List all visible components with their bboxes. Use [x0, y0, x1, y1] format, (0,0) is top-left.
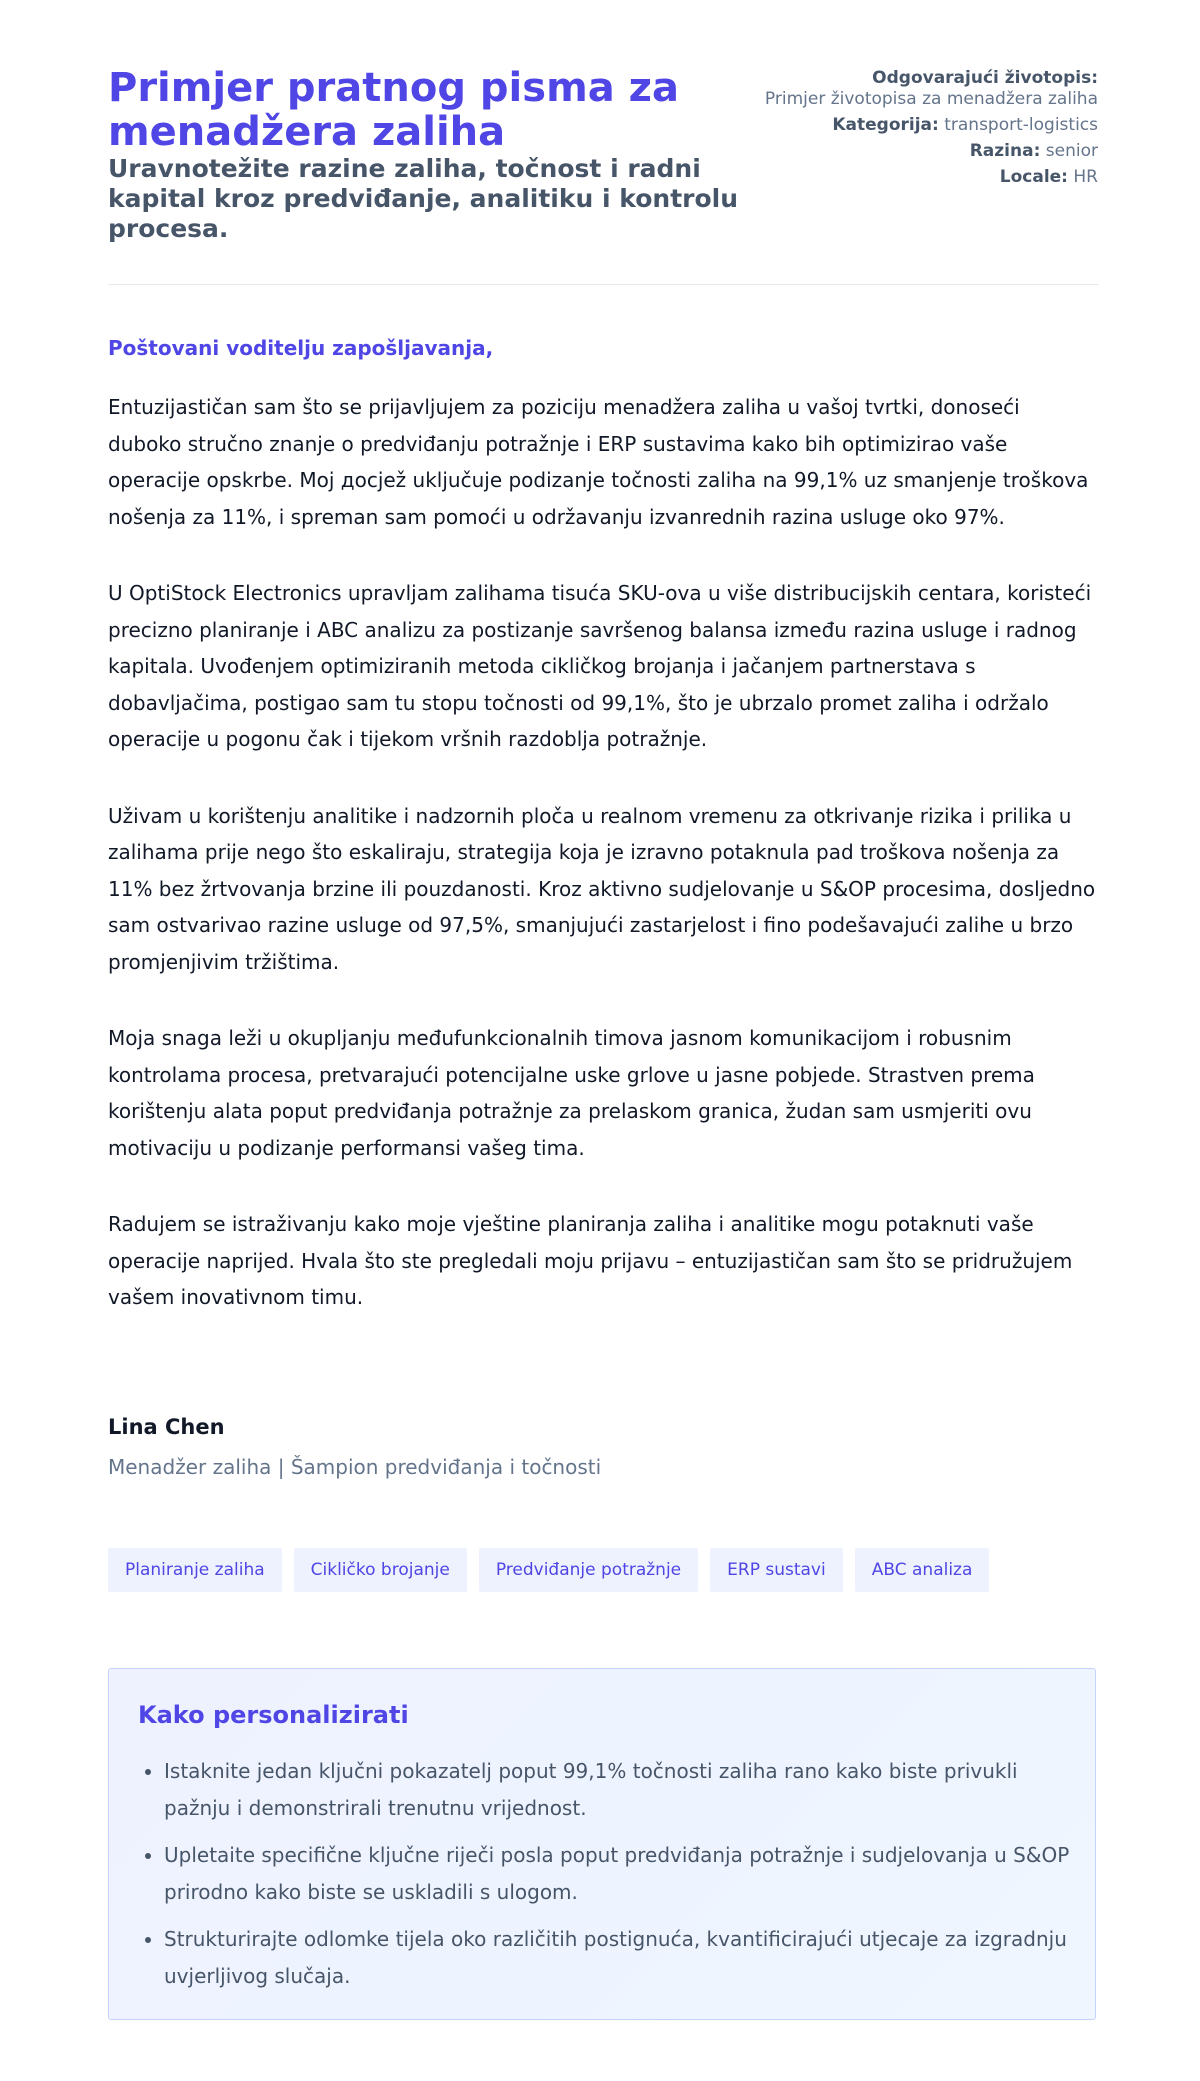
header-divider — [108, 284, 1098, 285]
signature-block — [108, 1415, 601, 1479]
tip-item: • Strukturirajte odlomke tijela oko različitih postignuća, kvantificirajući utjecaje za izgradnju uvjerljivog slučaja. — [164, 1921, 1084, 1994]
letter-paragraph: Entuzijastičan sam što se prijavljujem za poziciju menadžera zaliha u vašoj tvrtki, donoseći duboko stručno znanje o predviđanju potražnje i ERP sustavima kako bih optimizirao vaše operacije opskrbe. Moj досjež uključuje podizanje točnosti zaliha na 99,1% uz smanjenje troškova nošenja za 11%, i spreman sam pomoći u održavanju izvanrednih razina usluge oko 97%. — [108, 395, 1089, 529]
meta-locale-row — [738, 167, 1098, 187]
signature-title: Menadžer zaliha | Šampion predviđanja i točnosti — [108, 1455, 602, 1479]
tips-title: Kako personalizirati — [138, 1701, 409, 1729]
skill-tag: Cikličko brojanje — [294, 1548, 467, 1592]
meta-category-value: transport-logistics — [944, 115, 1098, 135]
skill-tag: Planiranje zaliha — [108, 1548, 282, 1592]
page-title: Primjer pratnog pisma za menadžera zaliha — [108, 65, 679, 155]
meta-panel — [738, 68, 1098, 188]
tip-item: • Upletaite specifične ključne riječi posla poput predviđanja potražnje i sudjelovanja u S&OP prirodno kako biste se uskladili s ulogom. — [164, 1837, 1084, 1910]
letter-paragraph: Uživam u korištenju analitike i nadzornih ploča u realnom vremenu za otkrivanje rizika i prilika u zalihama prije nego što eskaliraju, strategija koja je izravno potaknula pad troškova nošenja za 11% bez žrtvovanja brzine ili pouzdanosti. Kroz aktivno sudjelovanje u S&OP procesima, dosljedno sam ostvarivao razine usluge od 97,5%, smanjujući zastarjelost i fino podešavajući zalihe u brzo promjenjivim tržištima. — [108, 803, 1096, 974]
skill-tag: ERP sustavi — [710, 1548, 843, 1592]
letter-paragraph: Moja snaga leži u okupljanju međufunkcionalnih timova jasnom komunikacijom i robusnim kontrolama procesa, pretvarajući potencijalne uske grlove u jasne pobjede. Strastven prema korištenju alata poput predviđanja potražnje za prelaskom granica, žudan sam usmjeriti ovu motivaciju u podizanje performansi vašeg tima. — [108, 1026, 1035, 1160]
letter-paragraph: Radujem se istraživanju kako moje vještine planiranja zaliha i analitike mogu potaknuti vaše operacije naprijed. Hvala što ste pregledali moju prijavu – entuzijastičan sam što se pridružujem vašem inovativnom timu. — [108, 1212, 1073, 1309]
meta-resume-link[interactable]: Primjer životopisa za menadžera zaliha — [764, 89, 1098, 109]
personalization-tips-box — [108, 1668, 1096, 2020]
meta-locale-value: HR — [1073, 167, 1098, 187]
skill-tag: ABC analiza — [855, 1548, 990, 1592]
meta-resume-value-row — [738, 89, 1098, 109]
page-subtitle: Uravnotežite razine zaliha, točnost i radni kapital kroz predviđanje, analitiku i kontrolu procesa. — [108, 154, 739, 243]
letter-paragraph: U OptiStock Electronics upravljam zalihama tisuća SKU-ova u više distribucijskih centara, koristeći precizno planiranje i ABC analizu za postizanje savršenog balansa između razina usluge i radnog kapitala. Uvođenjem optimiziranih metoda cikličkog brojanja i jačanjem partnerstava s dobavljačima, postigao sam tu stopu točnosti od 99,1%, što je ubrzalo promet zaliha i održalo operacije u pogonu čak i tijekom vršnih razdoblja potražnje. — [108, 581, 1092, 751]
tips-list — [138, 1753, 1084, 2005]
meta-category-label: Kategorija: — [832, 115, 939, 135]
page-header — [108, 0, 1098, 286]
tip-item: • Istaknite jedan ključni pokazatelj poput 99,1% točnosti zaliha rano kako biste privukli pažnju i demonstrirali trenutnu vrijednost. — [164, 1753, 1084, 1826]
title-block — [108, 66, 788, 244]
meta-level-value: senior — [1045, 141, 1098, 161]
skill-tags — [108, 1548, 989, 1592]
letter-body — [108, 389, 1098, 1356]
meta-resume-label: Odgovarajući životopis: — [872, 68, 1098, 88]
skill-tag: Predviđanje potražnje — [479, 1548, 698, 1592]
letter-greeting: Poštovani voditelju zapošljavanja, — [108, 336, 494, 360]
meta-category-row — [738, 115, 1098, 135]
meta-level-row — [738, 141, 1098, 161]
meta-locale-label: Locale: — [999, 167, 1068, 187]
meta-level-label: Razina: — [969, 141, 1041, 161]
meta-resume-row — [738, 68, 1098, 88]
cover-letter-page — [108, 0, 1098, 1988]
signature-name: Lina Chen — [108, 1415, 225, 1439]
